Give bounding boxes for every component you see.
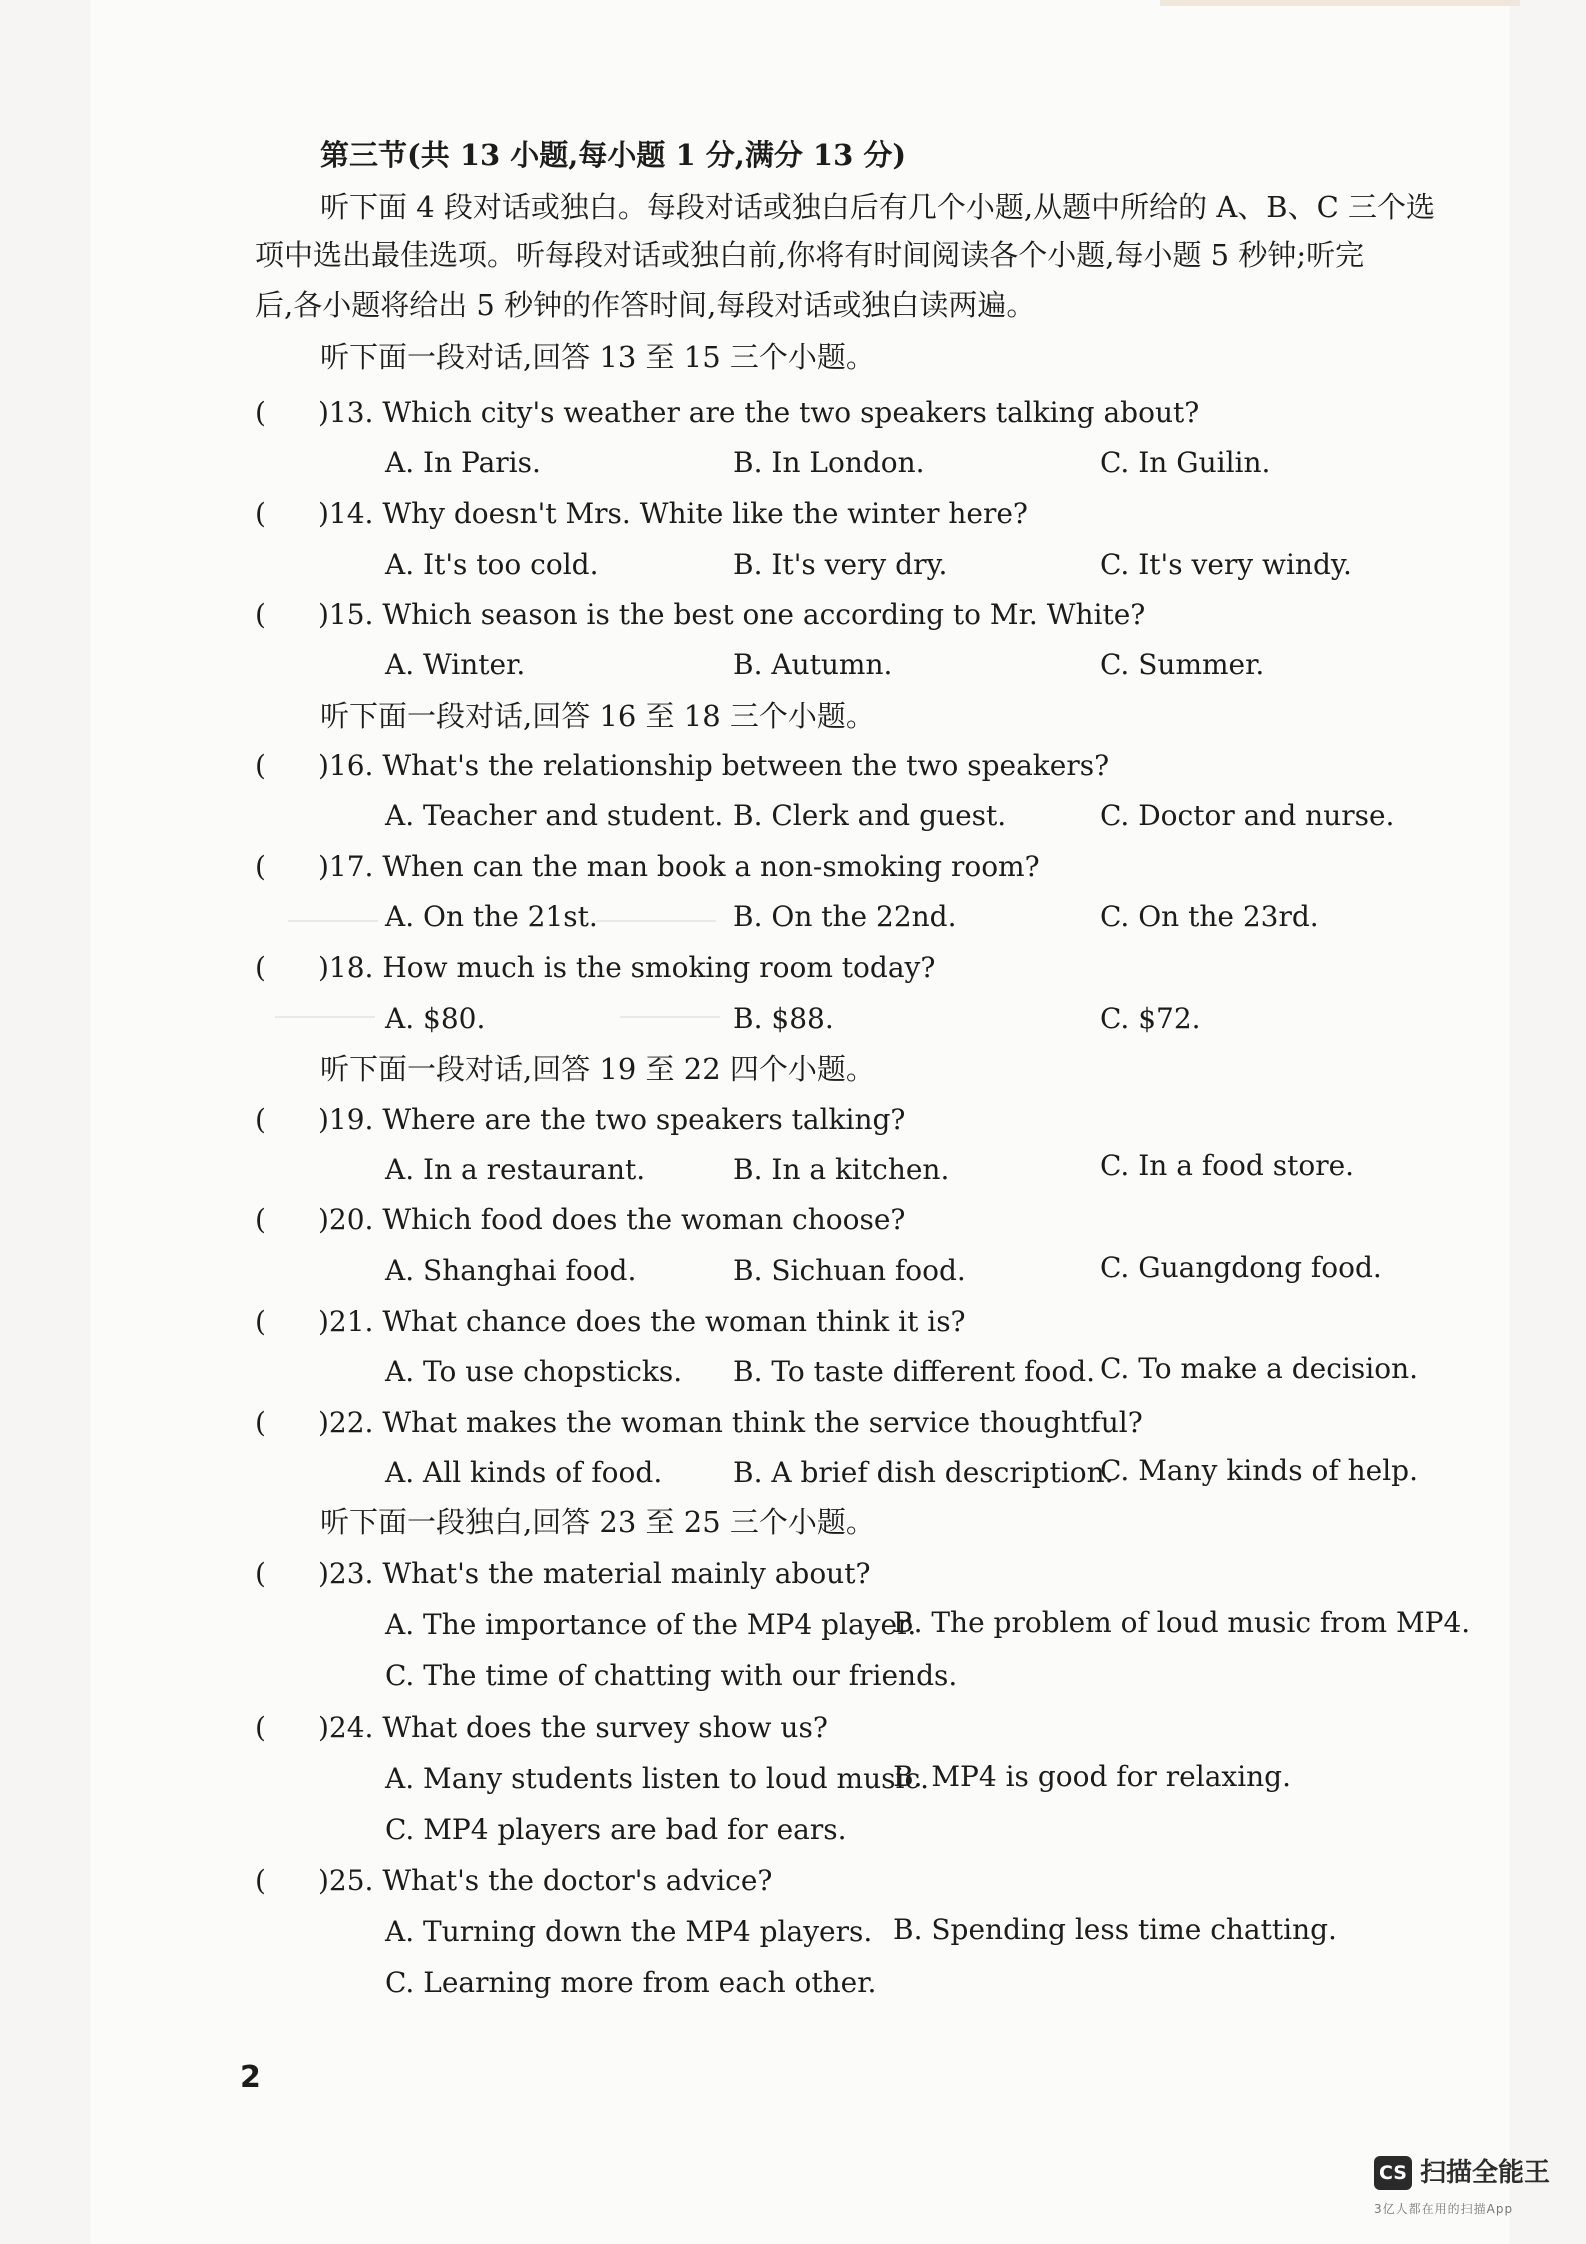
question-stem: )18. How much is the smoking room today? [318, 951, 936, 984]
option-a: A. All kinds of food. [385, 1456, 663, 1489]
option-a: A. $80. [385, 1002, 486, 1035]
group-intro: 听下面一段对话,回答 13 至 15 三个小题。 [320, 340, 875, 374]
option-b: B. Sichuan food. [733, 1254, 966, 1287]
question-stem: )20. Which food does the woman choose? [318, 1203, 906, 1236]
option-c: C. Doctor and nurse. [1100, 799, 1395, 832]
answer-blank[interactable]: ( [255, 951, 266, 984]
answer-blank[interactable]: ( [255, 1203, 266, 1236]
option-c: C. In Guilin. [1100, 446, 1271, 479]
option-c: C. To make a decision. [1100, 1352, 1419, 1385]
option-b: B. Autumn. [733, 648, 893, 681]
answer-blank[interactable]: ( [255, 497, 266, 530]
option-c: C. In a food store. [1100, 1149, 1355, 1182]
option-a: A. To use chopsticks. [385, 1355, 683, 1388]
option-b: B. MP4 is good for relaxing. [893, 1760, 1292, 1793]
option-a: A. Teacher and student. [385, 799, 724, 832]
group-intro: 听下面一段对话,回答 19 至 22 四个小题。 [320, 1052, 875, 1086]
scan-mark [288, 920, 378, 922]
question-stem: )14. Why doesn't Mrs. White like the winter here? [318, 497, 1028, 530]
instruction-line-2: 项中选出最佳选项。听每段对话或独白前,你将有时间阅读各个小题,每小题 5 秒钟;听完 [255, 238, 1365, 272]
option-c: C. On the 23rd. [1100, 900, 1319, 933]
option-c: C. $72. [1100, 1002, 1201, 1035]
option-a: A. Turning down the MP4 players. [385, 1915, 873, 1948]
camscanner-tagline: 3亿人都在用的扫描App [1374, 2202, 1514, 2216]
question-stem: )17. When can the man book a non-smoking room? [318, 850, 1040, 883]
option-a: A. It's too cold. [385, 548, 599, 581]
question-stem: )15. Which season is the best one according to Mr. White? [318, 598, 1146, 631]
scan-mark [620, 1016, 720, 1018]
question-stem: )13. Which city's weather are the two speakers talking about? [318, 396, 1200, 429]
option-c: C. The time of chatting with our friends. [385, 1659, 958, 1692]
option-c: C. MP4 players are bad for ears. [385, 1813, 847, 1846]
option-a: A. Winter. [385, 648, 526, 681]
group-intro: 听下面一段独白,回答 23 至 25 三个小题。 [320, 1505, 875, 1539]
answer-blank[interactable]: ( [255, 850, 266, 883]
question-stem: )22. What makes the woman think the service thoughtful? [318, 1406, 1143, 1439]
option-c: C. It's very windy. [1100, 548, 1352, 581]
scan-mark [596, 920, 716, 922]
question-stem: )25. What's the doctor's advice? [318, 1864, 773, 1897]
answer-blank[interactable]: ( [255, 1406, 266, 1439]
option-a: A. In a restaurant. [385, 1153, 646, 1186]
option-b: B. Spending less time chatting. [893, 1913, 1337, 1946]
option-b: B. On the 22nd. [733, 900, 957, 933]
answer-blank[interactable]: ( [255, 749, 266, 782]
camscanner-name: 扫描全能王 [1420, 2158, 1551, 2188]
option-a: A. The importance of the MP4 player. [385, 1608, 917, 1641]
option-b: B. To taste different food. [733, 1355, 1096, 1388]
page-number: 2 [240, 2060, 261, 2095]
answer-blank[interactable]: ( [255, 1103, 266, 1136]
question-stem: )19. Where are the two speakers talking? [318, 1103, 906, 1136]
option-b: B. $88. [733, 1002, 834, 1035]
scan-edge [1160, 0, 1520, 6]
instruction-line-3: 后,各小题将给出 5 秒钟的作答时间,每段对话或独白读两遍。 [255, 288, 1036, 322]
option-a: A. Shanghai food. [385, 1254, 637, 1287]
question-stem: )23. What's the material mainly about? [318, 1557, 871, 1590]
section-title: 第三节(共 13 小题,每小题 1 分,满分 13 分) [320, 138, 907, 172]
instruction-line-1: 听下面 4 段对话或独白。每段对话或独白后有几个小题,从题中所给的 A、B、C 三个选 [320, 190, 1435, 224]
answer-blank[interactable]: ( [255, 598, 266, 631]
option-b: B. Clerk and guest. [733, 799, 1007, 832]
option-b: B. It's very dry. [733, 548, 948, 581]
question-stem: )16. What's the relationship between the two speakers? [318, 749, 1110, 782]
option-c: C. Learning more from each other. [385, 1966, 877, 1999]
group-intro: 听下面一段对话,回答 16 至 18 三个小题。 [320, 699, 875, 733]
question-stem: )21. What chance does the woman think it is? [318, 1305, 966, 1338]
answer-blank[interactable]: ( [255, 1864, 266, 1897]
answer-blank[interactable]: ( [255, 1305, 266, 1338]
option-b: B. A brief dish description. [733, 1456, 1114, 1489]
option-a: A. In Paris. [385, 446, 541, 479]
option-c: C. Many kinds of help. [1100, 1454, 1418, 1487]
scan-mark [275, 1016, 375, 1018]
option-a: A. Many students listen to loud music. [385, 1762, 930, 1795]
option-b: B. In a kitchen. [733, 1153, 950, 1186]
option-b: B. In London. [733, 446, 925, 479]
option-b: B. The problem of loud music from MP4. [893, 1606, 1471, 1639]
answer-blank[interactable]: ( [255, 396, 266, 429]
option-c: C. Summer. [1100, 648, 1265, 681]
option-a: A. On the 21st. [385, 900, 598, 933]
answer-blank[interactable]: ( [255, 1557, 266, 1590]
option-c: C. Guangdong food. [1100, 1251, 1382, 1284]
answer-blank[interactable]: ( [255, 1711, 266, 1744]
camscanner-logo-icon: CS [1374, 2156, 1412, 2190]
question-stem: )24. What does the survey show us? [318, 1711, 828, 1744]
